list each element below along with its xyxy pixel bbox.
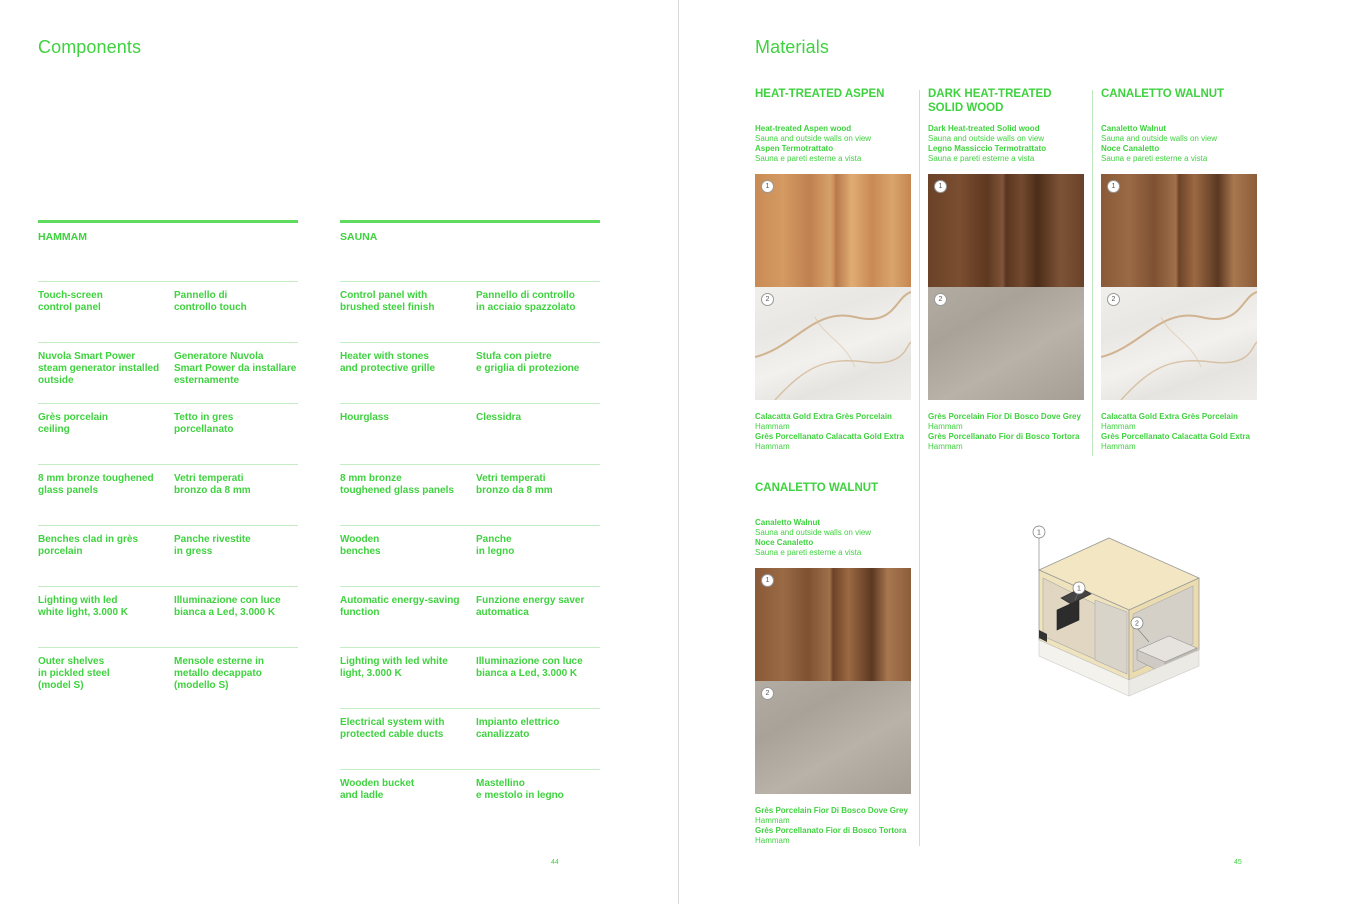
component-label-it: Mastellino e mestolo in legno bbox=[476, 778, 564, 801]
component-label-en: Lighting with led white light, 3.000 K bbox=[340, 656, 448, 679]
swatch-number-badge: 2 bbox=[935, 294, 946, 305]
porcelain-caption bbox=[928, 412, 1084, 452]
component-row bbox=[340, 647, 600, 708]
component-label-it: Impianto elettrico canalizzato bbox=[476, 717, 560, 740]
wood-name-en: Dark Heat-treated Solid wood bbox=[928, 124, 1040, 133]
hammam-heading: HAMMAM bbox=[38, 231, 87, 243]
wood-swatch bbox=[928, 174, 1084, 287]
component-label-it: Stufa con pietre e griglia di protezione bbox=[476, 351, 580, 374]
component-label-en: Hourglass bbox=[340, 412, 389, 423]
porcelain-name-en: Calacatta Gold Extra Grès Porcelain bbox=[755, 412, 892, 421]
porcelain-use-it: Hammam bbox=[1101, 442, 1136, 451]
material-heading: CANALETTO WALNUT bbox=[755, 482, 879, 494]
component-label-en: Grès porcelain ceiling bbox=[38, 412, 109, 435]
wood-use-en: Sauna and outside walls on view bbox=[1101, 134, 1218, 143]
callout-2-label: 2 bbox=[1135, 620, 1139, 628]
component-label-it: Vetri temperati bronzo da 8 mm bbox=[174, 473, 251, 496]
porcelain-name-it: Grès Porcellanato Fior di Bosco Tortora bbox=[755, 826, 907, 835]
component-row bbox=[340, 464, 600, 525]
wood-name-it: Legno Massiccio Termotrattato bbox=[928, 144, 1047, 153]
component-label-en: Heater with stones and protective grille bbox=[340, 351, 436, 374]
wood-use-it: Sauna e pareti esterne a vista bbox=[755, 548, 862, 557]
wood-use-en: Sauna and outside walls on view bbox=[928, 134, 1045, 143]
component-row bbox=[38, 342, 298, 403]
page-number: 44 bbox=[551, 859, 559, 866]
hammam-column bbox=[38, 220, 298, 708]
callout-1b-label: 1 bbox=[1077, 585, 1081, 593]
material-canaletto-walnut bbox=[1101, 88, 1257, 452]
component-label-it: Clessidra bbox=[476, 412, 522, 423]
page-number: 45 bbox=[1234, 859, 1242, 866]
wood-use-it: Sauna e pareti esterne a vista bbox=[1101, 154, 1208, 163]
component-row bbox=[340, 403, 600, 464]
porcelain-name-it: Grès Porcellanato Calacatta Gold Extra bbox=[1101, 432, 1250, 441]
component-label-en: 8 mm bronze toughened glass panels bbox=[38, 473, 154, 496]
component-label-it: Funzione energy saver automatica bbox=[476, 595, 585, 618]
sauna-isometric-diagram bbox=[1019, 520, 1209, 715]
porcelain-name-en: Calacatta Gold Extra Grès Porcelain bbox=[1101, 412, 1238, 421]
swatch-number-badge: 1 bbox=[935, 181, 946, 192]
porcelain-name-it: Grès Porcellanato Calacatta Gold Extra bbox=[755, 432, 904, 441]
material-description bbox=[1101, 124, 1257, 174]
sauna-column bbox=[340, 220, 600, 830]
component-row bbox=[340, 525, 600, 586]
porcelain-caption bbox=[755, 806, 911, 846]
component-label-it: Pannello di controllo in acciaio spazzolato bbox=[476, 290, 576, 313]
page-title: Materials bbox=[755, 37, 829, 57]
component-label-it: Generatore Nuvola Smart Power da installare esternamente bbox=[174, 351, 297, 386]
material-description bbox=[755, 518, 911, 568]
porcelain-use-en: Hammam bbox=[1101, 422, 1136, 431]
wood-name-en: Heat-treated Aspen wood bbox=[755, 124, 852, 133]
material-description bbox=[928, 124, 1084, 174]
material-description bbox=[755, 124, 911, 174]
porcelain-use-en: Hammam bbox=[928, 422, 963, 431]
material-heading: DARK HEAT-TREATED SOLID WOOD bbox=[928, 88, 1052, 114]
component-label-en: Electrical system with protected cable ducts bbox=[340, 717, 445, 740]
sauna-cabin-illustration bbox=[1039, 533, 1199, 696]
porcelain-name-it: Grès Porcellanato Fior di Bosco Tortora bbox=[928, 432, 1080, 441]
component-label-it: Mensole esterne in metallo decappato (modello S) bbox=[174, 656, 265, 691]
component-label-it: Panche in legno bbox=[476, 534, 515, 557]
marble-veins bbox=[755, 287, 911, 400]
porcelain-swatch bbox=[755, 287, 911, 400]
component-label-en: 8 mm bronze toughened glass panels bbox=[340, 473, 454, 496]
component-row bbox=[340, 281, 600, 342]
callout-badge bbox=[1073, 582, 1085, 594]
porcelain-use-en: Hammam bbox=[755, 816, 790, 825]
column-rule bbox=[38, 220, 298, 223]
material-heat-treated-aspen bbox=[755, 88, 911, 452]
page-title: Components bbox=[38, 37, 142, 57]
component-label-en: Control panel with brushed steel finish bbox=[340, 290, 435, 313]
column-divider bbox=[919, 90, 920, 846]
swatch-number-badge: 2 bbox=[1108, 294, 1119, 305]
component-label-en: Outer shelves in pickled steel (model S) bbox=[38, 656, 110, 691]
wood-name-en: Canaletto Walnut bbox=[1101, 124, 1167, 133]
swatch-number-badge: 2 bbox=[762, 294, 773, 305]
component-label-en: Wooden benches bbox=[340, 534, 381, 557]
swatch-number-badge: 2 bbox=[762, 688, 773, 699]
wood-use-en: Sauna and outside walls on view bbox=[755, 528, 872, 537]
column-rule bbox=[340, 220, 600, 223]
porcelain-use-it: Hammam bbox=[755, 442, 790, 451]
porcelain-use-it: Hammam bbox=[928, 442, 963, 451]
wood-name-it: Noce Canaletto bbox=[755, 538, 814, 547]
porcelain-name-en: Grès Porcelain Fior Di Bosco Dove Grey bbox=[755, 806, 908, 815]
sauna-heading: SAUNA bbox=[340, 231, 378, 243]
swatch-number-badge: 1 bbox=[762, 575, 773, 586]
component-label-en: Automatic energy-saving function bbox=[340, 595, 460, 618]
wood-swatch bbox=[1101, 174, 1257, 287]
callout-badge bbox=[1033, 526, 1045, 538]
component-row bbox=[38, 586, 298, 647]
swatch-number-badge: 1 bbox=[1108, 181, 1119, 192]
component-label-en: Benches clad in grès porcelain bbox=[38, 534, 139, 557]
component-row bbox=[340, 586, 600, 647]
material-dark-heat-treated-solid-wood bbox=[928, 88, 1084, 452]
component-row bbox=[38, 281, 298, 342]
component-label-en: Nuvola Smart Power steam generator installed outside bbox=[38, 351, 160, 386]
porcelain-use-it: Hammam bbox=[755, 836, 790, 845]
component-label-it: Illuminazione con luce bianca a Led, 3.000 K bbox=[174, 595, 281, 618]
component-row bbox=[340, 708, 600, 769]
component-label-en: Touch-screen control panel bbox=[38, 290, 103, 313]
wood-use-it: Sauna e pareti esterne a vista bbox=[755, 154, 862, 163]
component-label-it: Tetto in gres porcellanato bbox=[174, 412, 234, 435]
wood-name-en: Canaletto Walnut bbox=[755, 518, 821, 527]
component-label-en: Lighting with led white light, 3.000 K bbox=[38, 595, 129, 618]
wood-swatch bbox=[755, 174, 911, 287]
wood-use-it: Sauna e pareti esterne a vista bbox=[928, 154, 1035, 163]
wood-swatch bbox=[755, 568, 911, 681]
component-row bbox=[340, 342, 600, 403]
component-row bbox=[38, 464, 298, 525]
callout-1-label: 1 bbox=[1037, 529, 1041, 537]
component-row bbox=[38, 403, 298, 464]
component-label-en: Wooden bucket and ladle bbox=[340, 778, 415, 801]
porcelain-caption bbox=[1101, 412, 1257, 452]
column-divider bbox=[1092, 90, 1093, 456]
swatch-number-badge: 1 bbox=[762, 181, 773, 192]
material-canaletto-walnut-alt bbox=[755, 482, 911, 846]
wood-name-it: Aspen Termotrattato bbox=[755, 144, 834, 153]
porcelain-swatch bbox=[1101, 287, 1257, 400]
component-label-it: Panche rivestite in gress bbox=[174, 534, 251, 557]
marble-veins bbox=[1101, 287, 1257, 400]
porcelain-use-en: Hammam bbox=[755, 422, 790, 431]
porcelain-swatch bbox=[928, 287, 1084, 400]
component-row bbox=[340, 769, 600, 830]
porcelain-name-en: Grès Porcelain Fior Di Bosco Dove Grey bbox=[928, 412, 1081, 421]
component-label-it: Illuminazione con luce bianca a Led, 3.000 K bbox=[476, 656, 583, 679]
porcelain-swatch bbox=[755, 681, 911, 794]
component-row bbox=[38, 525, 298, 586]
wood-name-it: Noce Canaletto bbox=[1101, 144, 1160, 153]
porcelain-caption bbox=[755, 412, 911, 452]
material-heading: HEAT-TREATED ASPEN bbox=[755, 88, 885, 100]
right-page bbox=[679, 0, 1356, 904]
component-label-it: Vetri temperati bronzo da 8 mm bbox=[476, 473, 553, 496]
material-heading: CANALETTO WALNUT bbox=[1101, 88, 1225, 100]
component-label-it: Pannello di controllo touch bbox=[174, 290, 247, 313]
component-row bbox=[38, 647, 298, 708]
wood-use-en: Sauna and outside walls on view bbox=[755, 134, 872, 143]
callout-badge bbox=[1131, 617, 1143, 629]
